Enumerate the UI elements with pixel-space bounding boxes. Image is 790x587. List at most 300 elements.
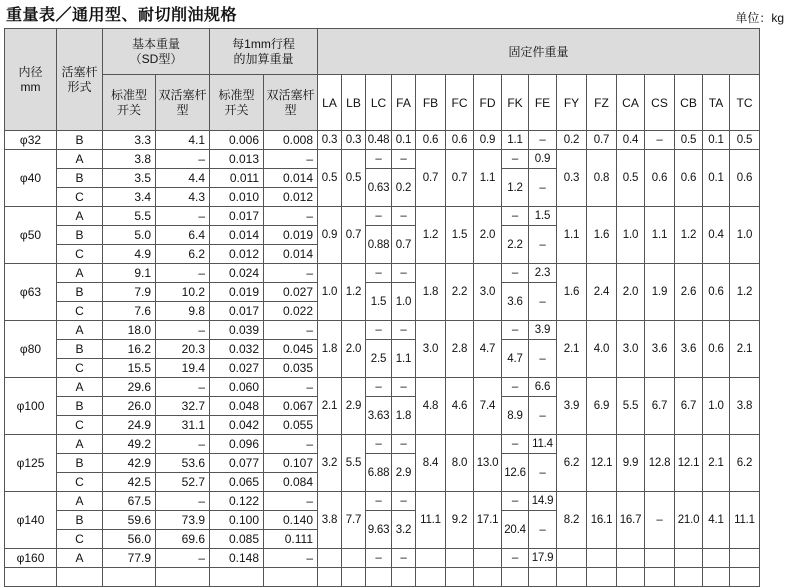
empty-cell <box>57 568 103 587</box>
weight-cell: 4.9 <box>103 245 156 264</box>
fix-cell <box>318 549 342 568</box>
weight-cell: 0.014 <box>264 245 318 264</box>
weight-cell: 0.014 <box>264 169 318 188</box>
fix-cell: 13.0 <box>474 435 502 492</box>
bore-cell: φ50 <box>5 207 57 264</box>
fix-cell: 0.63 <box>366 169 392 207</box>
weight-cell: 52.7 <box>156 473 210 492</box>
rod-type-cell: A <box>57 435 103 454</box>
header-fix-fd: FD <box>474 75 502 131</box>
header-fix-fc: FC <box>446 75 474 131</box>
fix-cell <box>675 549 703 568</box>
fix-cell: 0.4 <box>703 207 730 264</box>
fix-cell: 3.8 <box>730 378 760 435</box>
fix-cell: 2.9 <box>342 378 366 435</box>
weight-cell: 0.060 <box>210 378 264 397</box>
rod-type-cell: A <box>57 492 103 511</box>
weight-cell: 0.042 <box>210 416 264 435</box>
fix-cell: – <box>529 169 557 207</box>
weight-cell: 0.039 <box>210 321 264 340</box>
fix-cell: 4.8 <box>416 378 446 435</box>
weight-cell: – <box>156 321 210 340</box>
fix-cell: 2.2 <box>446 264 474 321</box>
rod-type-cell: B <box>57 340 103 359</box>
fix-cell: 0.3 <box>318 131 342 150</box>
weight-cell: 0.111 <box>264 530 318 549</box>
weight-cell: 0.017 <box>210 207 264 226</box>
weight-cell: 4.3 <box>156 188 210 207</box>
fix-cell: 1.6 <box>587 207 617 264</box>
header-fix-lb: LB <box>342 75 366 131</box>
rod-type-cell: C <box>57 302 103 321</box>
header-fix-fb: FB <box>416 75 446 131</box>
fix-cell: 8.9 <box>502 397 529 435</box>
fix-cell: 3.0 <box>416 321 446 378</box>
fix-cell: 1.2 <box>675 207 703 264</box>
weight-cell: 53.6 <box>156 454 210 473</box>
fix-cell: 6.88 <box>366 454 392 492</box>
fix-cell: 3.9 <box>557 378 587 435</box>
fix-cell: 0.7 <box>342 207 366 264</box>
fix-cell: 2.1 <box>730 321 760 378</box>
header-fix-ca: CA <box>617 75 645 131</box>
fix-cell: 1.1 <box>557 207 587 264</box>
fix-cell: 0.2 <box>557 131 587 150</box>
fix-cell: 1.8 <box>318 321 342 378</box>
fix-cell: – <box>392 492 416 511</box>
weight-cell: 0.032 <box>210 340 264 359</box>
bore-cell: φ32 <box>5 131 57 150</box>
weight-cell: 59.6 <box>103 511 156 530</box>
fix-cell: – <box>366 207 392 226</box>
weight-cell: 0.055 <box>264 416 318 435</box>
weight-cell: 31.1 <box>156 416 210 435</box>
fix-cell: – <box>502 378 529 397</box>
weight-cell: 26.0 <box>103 397 156 416</box>
fix-cell: 6.2 <box>557 435 587 492</box>
fix-cell: – <box>366 321 392 340</box>
fix-cell: 1.1 <box>645 207 675 264</box>
rod-type-cell: A <box>57 321 103 340</box>
fix-cell: 1.8 <box>416 264 446 321</box>
fix-cell: 20.4 <box>502 511 529 549</box>
empty-cell <box>210 568 264 587</box>
fix-cell: 6.2 <box>730 435 760 492</box>
header-basic-std: 标准型 开关 <box>103 75 156 131</box>
weight-cell: – <box>264 321 318 340</box>
fix-cell: 8.2 <box>557 492 587 549</box>
fix-cell: 3.6 <box>645 321 675 378</box>
fix-cell: – <box>392 435 416 454</box>
empty-cell <box>587 568 617 587</box>
fix-cell: 0.4 <box>617 131 645 150</box>
header-per-dbl: 双活塞杆 型 <box>264 75 318 131</box>
empty-cell <box>730 568 760 587</box>
weight-cell: 0.048 <box>210 397 264 416</box>
fix-cell: 0.6 <box>645 150 675 207</box>
fix-cell: – <box>366 492 392 511</box>
bore-cell: φ40 <box>5 150 57 207</box>
weight-cell: 42.5 <box>103 473 156 492</box>
fix-cell: 16.7 <box>617 492 645 549</box>
empty-cell <box>529 568 557 587</box>
weight-cell: 0.024 <box>210 264 264 283</box>
header-rod-type: 活塞杆 形式 <box>57 29 103 131</box>
weight-cell: 7.6 <box>103 302 156 321</box>
empty-cell <box>557 568 587 587</box>
fix-cell: 17.9 <box>529 549 557 568</box>
fix-cell: 0.6 <box>703 321 730 378</box>
table-row <box>5 131 760 150</box>
weight-cell: 3.8 <box>103 150 156 169</box>
bore-cell: φ160 <box>5 549 57 568</box>
weight-cell: – <box>156 207 210 226</box>
rod-type-cell: A <box>57 378 103 397</box>
fix-cell: 0.3 <box>342 131 366 150</box>
fix-cell: 0.2 <box>392 169 416 207</box>
rod-type-cell: B <box>57 226 103 245</box>
fix-cell: – <box>392 321 416 340</box>
fix-cell: – <box>529 283 557 321</box>
fix-cell: 5.5 <box>617 378 645 435</box>
empty-cell <box>416 568 446 587</box>
fix-cell: 0.1 <box>703 150 730 207</box>
rod-type-cell: B <box>57 169 103 188</box>
fix-cell: 2.0 <box>617 264 645 321</box>
weight-cell: – <box>156 150 210 169</box>
fix-cell: 12.8 <box>645 435 675 492</box>
header-per-mm: 每1mm行程 的加算重量 <box>210 29 318 75</box>
weight-cell: 0.084 <box>264 473 318 492</box>
fix-cell: 3.6 <box>675 321 703 378</box>
fix-cell: 2.0 <box>342 321 366 378</box>
rod-type-cell: B <box>57 283 103 302</box>
fix-cell: – <box>529 397 557 435</box>
fix-cell: 1.6 <box>557 264 587 321</box>
fix-cell <box>416 549 446 568</box>
fix-cell: 2.8 <box>446 321 474 378</box>
fix-cell: 0.5 <box>342 150 366 207</box>
weight-cell: 0.019 <box>264 226 318 245</box>
weight-cell: – <box>264 150 318 169</box>
header-fix-cs: CS <box>645 75 675 131</box>
fix-cell: – <box>392 150 416 169</box>
fix-cell <box>342 549 366 568</box>
header-basic-weight: 基本重量 （SD型） <box>103 29 210 75</box>
weight-cell: 0.096 <box>210 435 264 454</box>
fix-cell: 17.1 <box>474 492 502 549</box>
fix-cell: 21.0 <box>675 492 703 549</box>
fix-cell: 3.6 <box>502 283 529 321</box>
bore-cell: φ125 <box>5 435 57 492</box>
fix-cell: – <box>366 435 392 454</box>
fix-cell: 1.0 <box>318 264 342 321</box>
rod-type-cell: B <box>57 131 103 150</box>
header-fix-fy: FY <box>557 75 587 131</box>
fix-cell <box>730 549 760 568</box>
fix-cell: 12.1 <box>587 435 617 492</box>
weight-cell: 0.107 <box>264 454 318 473</box>
table-row <box>5 492 760 511</box>
header-fix-fk: FK <box>502 75 529 131</box>
fix-cell: – <box>529 511 557 549</box>
fix-cell: 2.1 <box>703 435 730 492</box>
rod-type-cell: C <box>57 188 103 207</box>
weight-cell: 5.5 <box>103 207 156 226</box>
fix-cell: 2.4 <box>587 264 617 321</box>
fix-cell: 9.63 <box>366 511 392 549</box>
rod-type-cell: B <box>57 454 103 473</box>
fix-cell: – <box>502 264 529 283</box>
fix-cell: – <box>502 150 529 169</box>
weight-cell: – <box>156 435 210 454</box>
bore-cell: φ140 <box>5 492 57 549</box>
header-fix-fa: FA <box>392 75 416 131</box>
fix-cell <box>617 549 645 568</box>
empty-cell <box>502 568 529 587</box>
header-fix-la: LA <box>318 75 342 131</box>
fix-cell: 11.1 <box>416 492 446 549</box>
fix-cell: – <box>502 207 529 226</box>
fix-cell: – <box>529 340 557 378</box>
fix-cell: 0.6 <box>446 131 474 150</box>
fix-cell: 0.9 <box>474 131 502 150</box>
fix-cell: 0.5 <box>318 150 342 207</box>
weight-cell: 6.4 <box>156 226 210 245</box>
page-title: 重量表／通用型、耐切削油规格 <box>6 7 238 24</box>
fix-cell: 4.0 <box>587 321 617 378</box>
weight-cell: 0.122 <box>210 492 264 511</box>
fix-cell: 0.48 <box>366 131 392 150</box>
fix-cell <box>557 549 587 568</box>
weight-cell: – <box>264 435 318 454</box>
weight-cell: 0.006 <box>210 131 264 150</box>
fix-cell: 3.8 <box>318 492 342 549</box>
weight-cell: 7.9 <box>103 283 156 302</box>
weight-cell: – <box>264 549 318 568</box>
fix-cell: 0.9 <box>318 207 342 264</box>
weight-cell: 6.2 <box>156 245 210 264</box>
empty-cell <box>617 568 645 587</box>
weight-cell: – <box>264 207 318 226</box>
fix-cell <box>446 549 474 568</box>
weight-cell: 3.4 <box>103 188 156 207</box>
fix-cell: 1.9 <box>645 264 675 321</box>
fix-cell: 3.2 <box>392 511 416 549</box>
fix-cell: 2.6 <box>675 264 703 321</box>
fix-cell: 0.1 <box>392 131 416 150</box>
fix-cell: 9.9 <box>617 435 645 492</box>
unit-label: 单位：kg <box>735 11 784 25</box>
fix-cell: 16.1 <box>587 492 617 549</box>
weight-cell: 0.012 <box>264 188 318 207</box>
weight-cell: 32.7 <box>156 397 210 416</box>
fix-cell: 1.2 <box>502 169 529 207</box>
header-bore: 内径 mm <box>5 29 57 131</box>
fix-cell: 6.9 <box>587 378 617 435</box>
bore-cell: φ100 <box>5 378 57 435</box>
empty-cell <box>703 568 730 587</box>
weight-cell: 5.0 <box>103 226 156 245</box>
fix-cell: – <box>366 264 392 283</box>
table-row <box>5 378 760 397</box>
fix-cell: – <box>366 549 392 568</box>
rod-type-cell: B <box>57 397 103 416</box>
weight-table <box>4 28 760 587</box>
fix-cell: 2.0 <box>474 207 502 264</box>
weight-cell: – <box>156 549 210 568</box>
fix-cell: 0.88 <box>366 226 392 264</box>
bore-cell: φ63 <box>5 264 57 321</box>
fix-cell: 1.0 <box>730 207 760 264</box>
header-fixing-weight: 固定件重量 <box>318 29 760 75</box>
fix-cell: 3.9 <box>529 321 557 340</box>
weight-cell: 0.017 <box>210 302 264 321</box>
weight-cell: 24.9 <box>103 416 156 435</box>
rod-type-cell: B <box>57 511 103 530</box>
weight-cell: 0.022 <box>264 302 318 321</box>
weight-cell: 0.019 <box>210 283 264 302</box>
weight-cell: 0.100 <box>210 511 264 530</box>
weight-cell: 4.4 <box>156 169 210 188</box>
fix-cell: 1.5 <box>446 207 474 264</box>
fix-cell: 6.6 <box>529 378 557 397</box>
fix-cell: 1.0 <box>703 378 730 435</box>
fix-cell: 0.5 <box>617 150 645 207</box>
empty-cell <box>103 568 156 587</box>
fix-cell: 7.4 <box>474 378 502 435</box>
empty-cell <box>5 568 57 587</box>
empty-cell <box>392 568 416 587</box>
fix-cell: 8.4 <box>416 435 446 492</box>
fix-cell: 0.7 <box>416 150 446 207</box>
fix-cell: 0.6 <box>416 131 446 150</box>
fix-cell: 0.6 <box>675 150 703 207</box>
rod-type-cell: A <box>57 207 103 226</box>
header-fix-tc: TC <box>730 75 760 131</box>
fix-cell: – <box>502 321 529 340</box>
rod-type-cell: A <box>57 264 103 283</box>
rod-type-cell: A <box>57 549 103 568</box>
weight-cell: 56.0 <box>103 530 156 549</box>
weight-cell: 0.011 <box>210 169 264 188</box>
fix-cell: 0.7 <box>392 226 416 264</box>
fix-cell: – <box>502 549 529 568</box>
weight-cell: – <box>156 378 210 397</box>
weight-cell: – <box>156 264 210 283</box>
fix-cell: – <box>392 264 416 283</box>
empty-cell <box>342 568 366 587</box>
fix-cell: 6.7 <box>645 378 675 435</box>
fix-cell: 1.2 <box>730 264 760 321</box>
weight-cell: 9.1 <box>103 264 156 283</box>
rod-type-cell: C <box>57 245 103 264</box>
fix-cell: 1.2 <box>342 264 366 321</box>
weight-cell: – <box>156 492 210 511</box>
fix-cell: 0.6 <box>703 264 730 321</box>
fix-cell: 11.4 <box>529 435 557 454</box>
weight-cell: 0.077 <box>210 454 264 473</box>
weight-cell: 3.5 <box>103 169 156 188</box>
fix-cell: – <box>502 492 529 511</box>
header-fix-fz: FZ <box>587 75 617 131</box>
weight-cell: – <box>264 264 318 283</box>
weight-cell: 0.065 <box>210 473 264 492</box>
header-fix-cb: CB <box>675 75 703 131</box>
fix-cell: 3.0 <box>617 321 645 378</box>
fix-cell: 12.6 <box>502 454 529 492</box>
empty-cell <box>474 568 502 587</box>
weight-cell: 67.5 <box>103 492 156 511</box>
header-fix-fe: FE <box>529 75 557 131</box>
rod-type-cell: C <box>57 473 103 492</box>
empty-cell <box>675 568 703 587</box>
fix-cell: 0.3 <box>557 150 587 207</box>
fix-cell: 11.1 <box>730 492 760 549</box>
weight-cell: 0.085 <box>210 530 264 549</box>
bore-cell: φ80 <box>5 321 57 378</box>
weight-cell: 20.3 <box>156 340 210 359</box>
weight-cell: 0.027 <box>210 359 264 378</box>
fix-cell <box>474 549 502 568</box>
fix-cell: 8.0 <box>446 435 474 492</box>
fix-cell: – <box>502 435 529 454</box>
fix-cell: – <box>529 131 557 150</box>
fix-cell: – <box>366 378 392 397</box>
weight-cell: 77.9 <box>103 549 156 568</box>
weight-cell: 0.148 <box>210 549 264 568</box>
fix-cell: 4.1 <box>703 492 730 549</box>
fix-cell: 1.1 <box>502 131 529 150</box>
fix-cell: 2.1 <box>318 378 342 435</box>
header-fix-ta: TA <box>703 75 730 131</box>
fix-cell: 0.6 <box>730 150 760 207</box>
fix-cell: 4.6 <box>446 378 474 435</box>
fix-cell: – <box>645 131 675 150</box>
fix-cell: 3.0 <box>474 264 502 321</box>
fix-cell: 1.2 <box>416 207 446 264</box>
empty-cell <box>366 568 392 587</box>
fix-cell: 7.7 <box>342 492 366 549</box>
empty-cell <box>318 568 342 587</box>
fix-cell: 5.5 <box>342 435 366 492</box>
fix-cell: – <box>366 150 392 169</box>
weight-cell: 0.014 <box>210 226 264 245</box>
fix-cell: 4.7 <box>474 321 502 378</box>
weight-cell: 0.012 <box>210 245 264 264</box>
weight-cell: 29.6 <box>103 378 156 397</box>
weight-cell: 0.013 <box>210 150 264 169</box>
fix-cell: 2.9 <box>392 454 416 492</box>
table-row <box>5 321 760 340</box>
table-row <box>5 568 760 587</box>
table-row <box>5 549 760 568</box>
fix-cell <box>587 549 617 568</box>
weight-cell: 3.3 <box>103 131 156 150</box>
fix-cell: – <box>645 492 675 549</box>
empty-cell <box>156 568 210 587</box>
fix-cell: 6.7 <box>675 378 703 435</box>
fix-cell: 3.63 <box>366 397 392 435</box>
weight-cell: 19.4 <box>156 359 210 378</box>
weight-cell: 16.2 <box>103 340 156 359</box>
fix-cell: – <box>529 454 557 492</box>
weight-cell: 73.9 <box>156 511 210 530</box>
fix-cell: 1.0 <box>617 207 645 264</box>
fix-cell: – <box>392 378 416 397</box>
weight-cell: 69.6 <box>156 530 210 549</box>
fix-cell: 2.5 <box>366 340 392 378</box>
